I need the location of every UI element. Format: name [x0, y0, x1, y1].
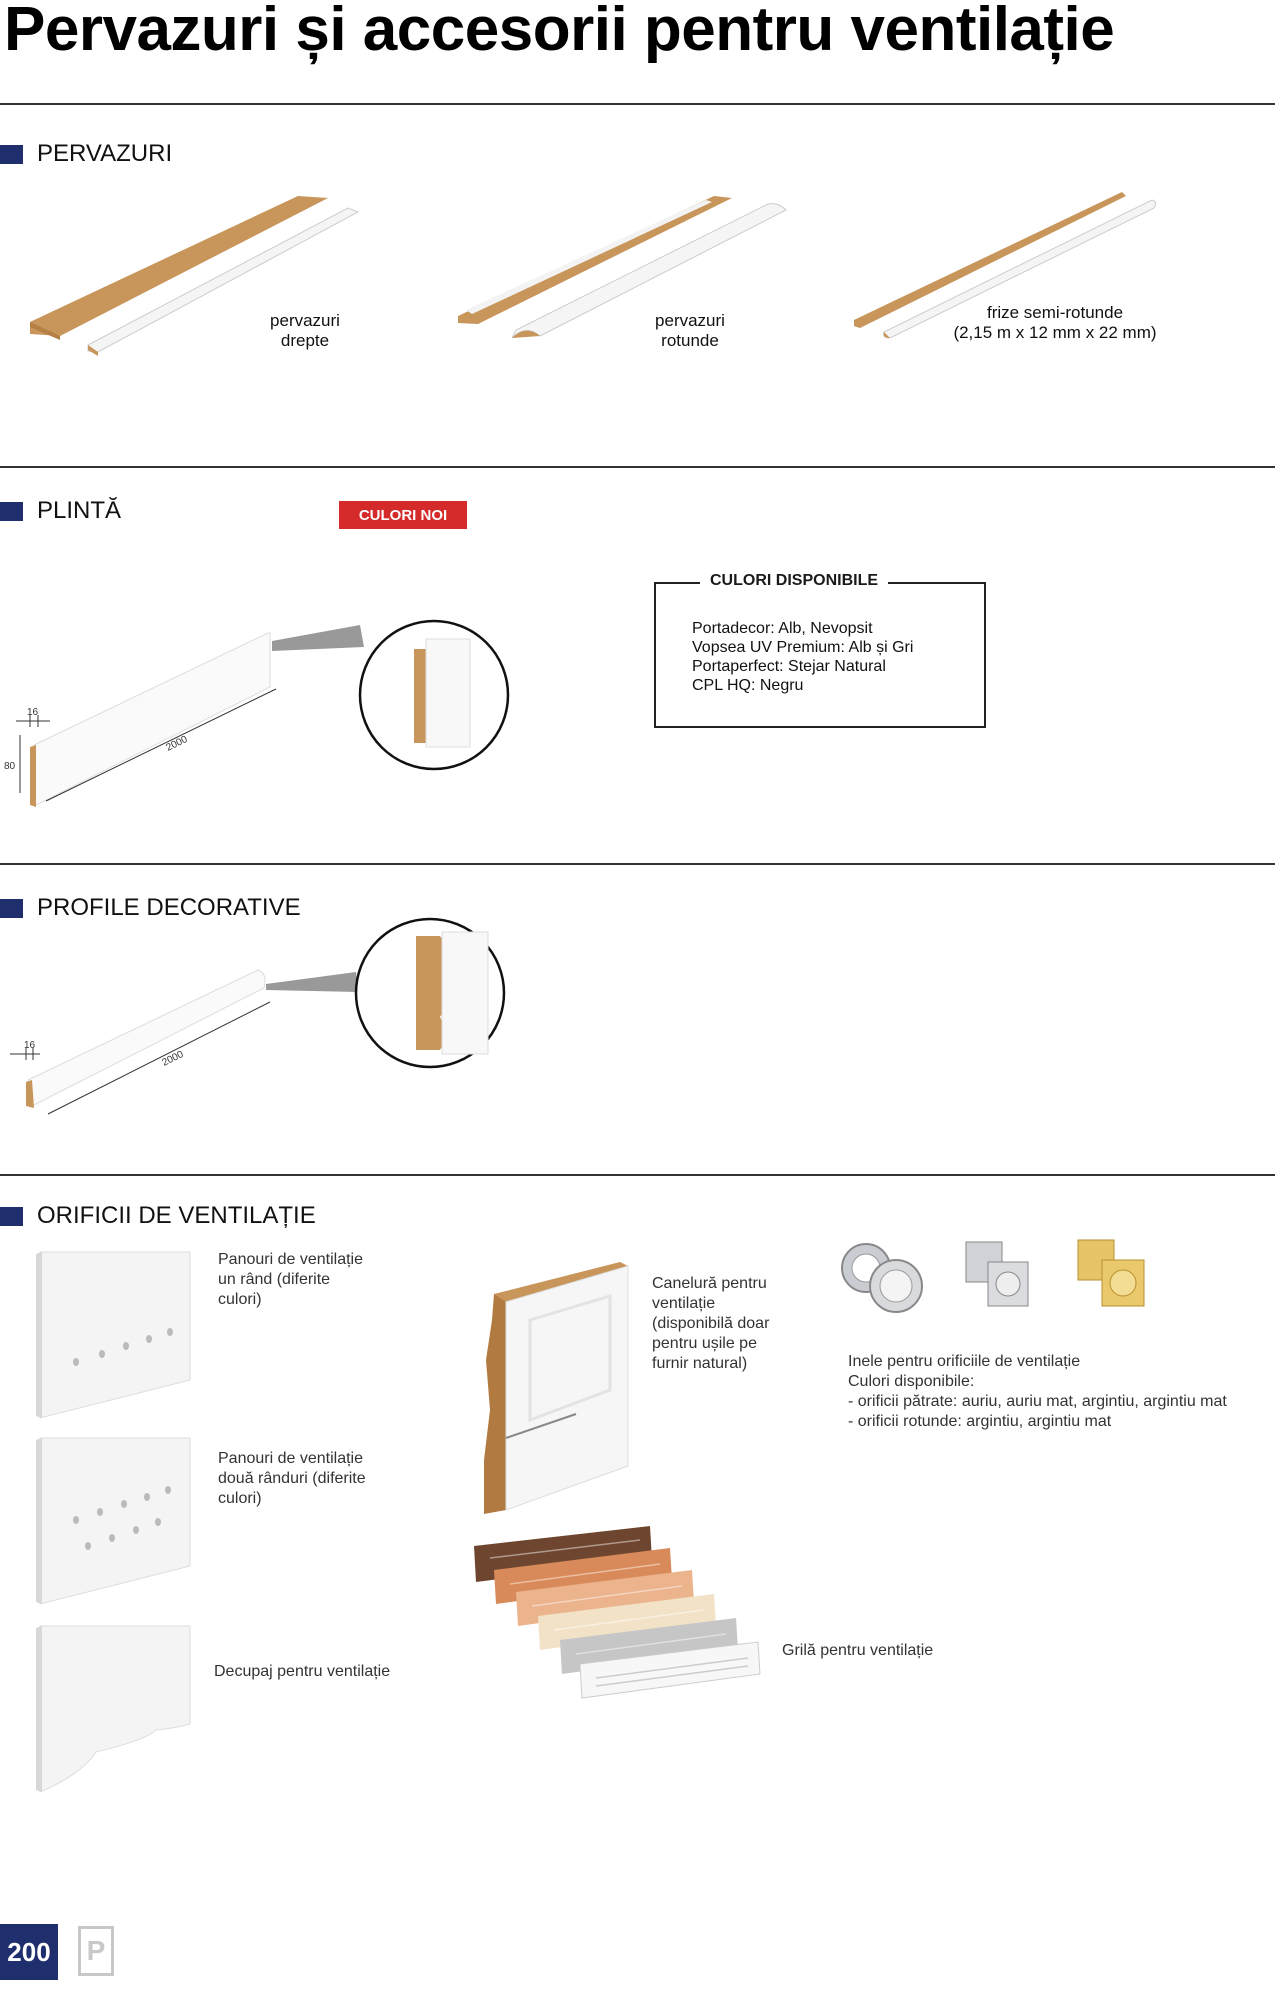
vent-groove-caption: Canelură pentru ventilație (disponibilă doar pentru ușile pe furnir natural) — [652, 1275, 770, 1372]
divider — [0, 103, 1275, 105]
divider — [0, 466, 1275, 468]
color-line: Portadecor: Alb, Nevopsit — [692, 620, 873, 637]
bullet-square-icon — [0, 502, 23, 521]
brand-logo: P — [78, 1926, 114, 1976]
section-heading-plinta: PLINTĂ — [0, 497, 121, 525]
color-line: Vopsea UV Premium: Alb și Gri — [692, 639, 914, 656]
available-colors-heading: CULORI DISPONIBILE — [700, 572, 888, 590]
new-colors-badge: CULORI NOI — [339, 501, 467, 529]
bullet-square-icon — [0, 899, 23, 918]
page-title: Pervazuri și accesorii pentru ventilație — [4, 0, 1115, 64]
decorative-profile-image — [0, 918, 520, 1128]
divider — [0, 1174, 1275, 1176]
vent-cutout-panel-image — [36, 1624, 196, 1794]
two-row-vent-panel-caption: Panouri de ventilație două rânduri (diferite culori) — [218, 1450, 366, 1507]
divider — [0, 863, 1275, 865]
bullet-square-icon — [0, 1207, 23, 1226]
dimension-length-label: 2000 — [160, 1049, 186, 1069]
skirting-board-image — [0, 575, 520, 815]
dimension-width-label: 16 — [24, 1040, 36, 1051]
available-colors-box — [654, 572, 986, 728]
color-line: CPL HQ: Negru — [692, 677, 804, 694]
dimension-height-label: 80 — [4, 761, 16, 772]
caption-straight-casing: pervazuri drepte — [270, 311, 340, 350]
section-heading-orificii: ORIFICII DE VENTILAȚIE — [0, 1202, 316, 1230]
section-heading-pervazuri: PERVAZURI — [0, 140, 172, 168]
dimension-length-label: 2000 — [164, 734, 190, 754]
bullet-square-icon — [0, 145, 23, 164]
two-row-vent-panel-image — [36, 1436, 196, 1606]
vent-rings-caption: Inele pentru orificiile de ventilație Culori disponibile: - orificii pătrate: auriu, auriu mat, argintiu, argintiu mat - orificii rotunde: argintiu, argintiu mat — [848, 1353, 1227, 1430]
caption-semi-round-strip: frize semi-rotunde (2,15 m x 12 mm x 22 mm) — [953, 303, 1157, 342]
page-number: 200 — [0, 1924, 58, 1980]
vent-grille-caption: Grilă pentru ventilație — [782, 1642, 934, 1659]
one-row-vent-panel-caption: Panouri de ventilație un rând (diferite culori) — [218, 1251, 363, 1308]
section-heading-profile: PROFILE DECORATIVE — [0, 894, 301, 922]
vent-cutout-caption: Decupaj pentru ventilație — [214, 1663, 391, 1680]
caption-rounded-casing: pervazuri rotunde — [655, 311, 725, 350]
vent-groove-door-image — [470, 1260, 640, 1520]
vent-grilles-image — [470, 1526, 770, 1756]
vent-rings-image — [836, 1236, 1196, 1336]
one-row-vent-panel-image — [36, 1250, 196, 1420]
color-line: Portaperfect: Stejar Natural — [692, 658, 886, 675]
dimension-width-label: 16 — [27, 707, 39, 718]
